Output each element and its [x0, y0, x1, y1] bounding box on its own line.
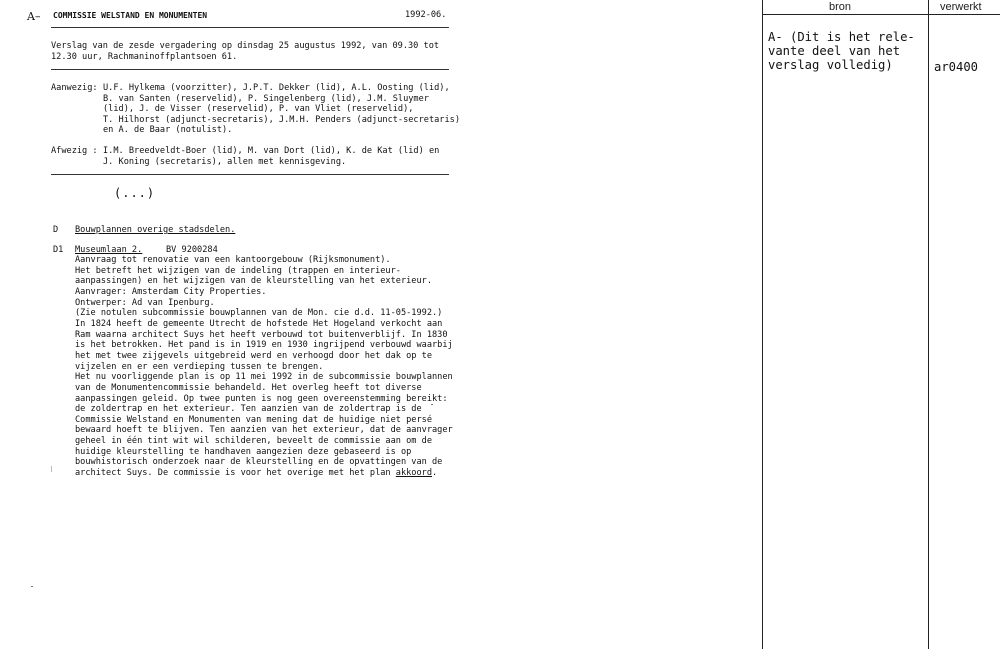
- item-body-line: Het betreft het wijzigen van de indeling (trappen en interieur-: [75, 265, 401, 276]
- intro-line-1: Verslag van de zesde vergadering op dinsdag 25 augustus 1992, van 09.30 tot: [51, 41, 440, 51]
- approval-word: akkoord: [395, 468, 432, 478]
- item-body-line: bewaard hoeft te blijven. Ten aanzien van het exterieur, dat de aanvrager: [75, 425, 453, 436]
- processed-code: ar0400: [934, 60, 979, 74]
- committee-title: COMMISSIE WELSTAND EN MONUMENTEN: [53, 11, 208, 20]
- item-body-line: Ram waarna architect Suys het heeft verbouwd tot buitenverblijf. In 1830: [75, 329, 448, 340]
- item-body-line: geheel in één tint wit wil schilderen, beveelt de commissie aan om de: [75, 436, 432, 447]
- last-line-end: .: [432, 468, 438, 478]
- item-body-line: Commissie Welstand en Monumenten van mening dat de huidige niet persé: [75, 414, 432, 425]
- absent-label: Afwezig :: [51, 146, 98, 156]
- present-line-2: B. van Santen (reservelid), P. Singelenberg (lid), J.M. Sluymer: [103, 94, 429, 104]
- source-note-line-3: verslag volledig): [768, 58, 893, 72]
- intro-line-2: 12.30 uur, Rachmaninoffplantsoen 61.: [51, 52, 238, 62]
- item-body-line: huidige kleurstelling te handhaven aangezien deze gebaseerd is op: [75, 446, 412, 457]
- item-body-line: de zoldertrap en het exterieur. Ten aanzien van de zoldertrap is de: [75, 404, 422, 415]
- omission-ellipsis: (...): [114, 186, 156, 200]
- item-body-line: is het betrokken. Het pand is in 1919 en 1930 ingrijpend verbouwd waarbij: [75, 340, 453, 351]
- present-line-5: en A. de Baar (notulist).: [103, 125, 233, 135]
- item-body-line: Aanvraag tot renovatie van een kantoorgebouw (Rijksmonument).: [75, 255, 391, 265]
- item-body-line: Ontwerper: Ad van Ipenburg.: [75, 297, 215, 308]
- section-code: D: [53, 225, 59, 235]
- table-header-rule: [762, 14, 1000, 15]
- column-header-bron: bron: [829, 1, 852, 13]
- header-rule: [51, 27, 449, 28]
- source-note-line-2: vante deel van het: [768, 44, 901, 58]
- absent-line-2: J. Koning (secretaris), allen met kennisgeving.: [103, 157, 347, 167]
- intro-rule: [51, 69, 449, 70]
- item-body-line: bouwhistorisch onderzoek naar de kleurstelling en de opvattingen van de: [75, 457, 443, 468]
- last-line-text: architect Suys. De commissie is voor het overige met het plan: [75, 468, 396, 478]
- scan-mark: [51, 466, 52, 472]
- scan-mark: [431, 404, 433, 405]
- page-marker: A–: [27, 10, 41, 23]
- item-body-line: aanpassingen) en het wijzigen van de kleurstelling van het exterieur.: [75, 276, 432, 287]
- item-body-line: vijzelen en er een verdieping tussen te brengen.: [75, 361, 324, 372]
- source-note-line-1: A- (Dit is het rele-: [768, 30, 915, 44]
- item-address: Museumlaan 2.: [75, 245, 143, 255]
- item-reference: BV 9200284: [166, 245, 218, 255]
- item-body-line: aanpassingen geleid. Op twee punten is nog geen overeenstemming bereikt:: [75, 393, 448, 404]
- column-header-verwerkt: verwerkt: [940, 1, 982, 13]
- item-body-line: In 1824 heeft de gemeente Utrecht de hofstede Het Hogeland verkocht aan: [75, 318, 443, 329]
- item-code: D1: [53, 245, 64, 255]
- scan-mark: [31, 586, 33, 587]
- document-reference: 1992-06.: [405, 10, 447, 20]
- present-line-3: (lid), J. de Visser (reservelid), P. van Vliet (reservelid),: [103, 104, 414, 114]
- item-body-last-line: [75, 468, 437, 479]
- present-line-4: T. Hilhorst (adjunct-secretaris), J.M.H. Penders (adjunct-secretaris): [103, 115, 460, 125]
- present-line-1: U.F. Hylkema (voorzitter), J.P.T. Dekker (lid), A.L. Oosting (lid),: [103, 83, 450, 93]
- item-body-line: Aanvrager: Amsterdam City Properties.: [75, 286, 267, 297]
- absent-line-1: I.M. Breedveldt-Boer (lid), M. van Dort (lid), K. de Kat (lid) en: [103, 146, 440, 156]
- item-body-line: het met twee zijgevels uitgebreid werd en verhoogd door het dak op te: [75, 350, 432, 361]
- section-title: Bouwplannen overige stadsdelen.: [75, 225, 236, 235]
- item-body-line: van de Monumentencommissie behandeld. Het overleg heeft tot diverse: [75, 382, 422, 393]
- present-label: Aanwezig:: [51, 83, 98, 93]
- attendance-rule: [51, 174, 449, 175]
- item-body-line: Het nu voorliggende plan is op 11 mei 1992 in de subcommissie bouwplannen: [75, 372, 453, 383]
- item-body-line: (Zie notulen subcommissie bouwplannen van de Mon. cie d.d. 11-05-1992.): [75, 308, 443, 319]
- table-column-divider: [928, 0, 929, 649]
- table-left-border: [762, 0, 763, 649]
